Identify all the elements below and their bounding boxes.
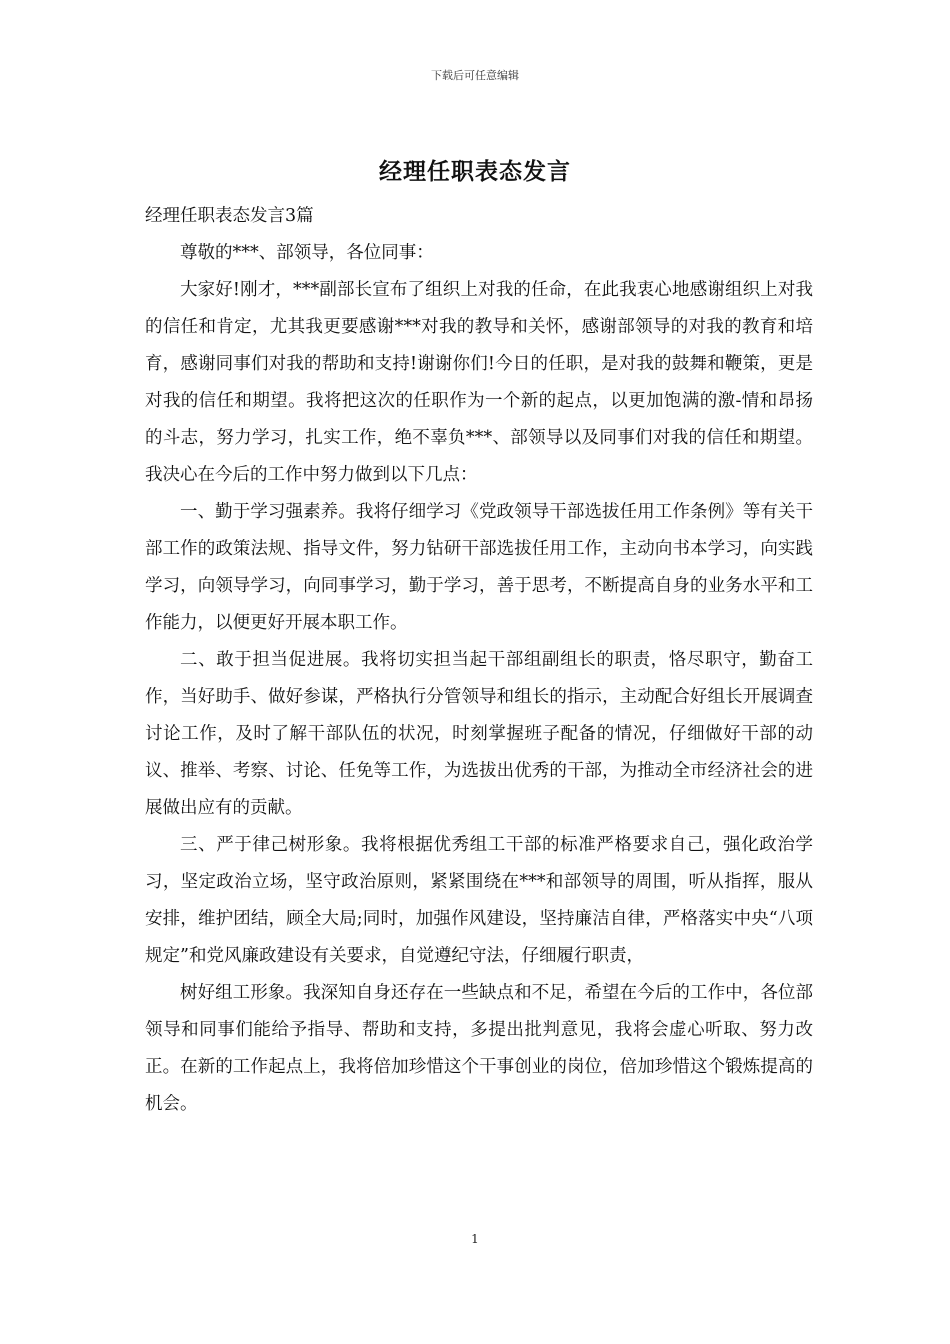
body-paragraph: 二、敢于担当促进展。我将切实担当起干部组副组长的职责，恪尽职守，勤奋工作，当好助手、做好参谋，严格执行分管领导和组长的指示，主动配合好组长开展调查讨论工作，及时了解干部队伍的状况，时刻掌握班子配备的情况，仔细做好干部的动议、推举、考察、讨论、任免等工作，为选拔出优秀的干部，为推动全市经济社会的进展做出应有的贡献。: [145, 650, 813, 818]
body-paragraph: 树好组工形象。我深知自身还存在一些缺点和不足，希望在今后的工作中，各位部领导和同事们能给予指导、帮助和支持，多提出批判意见，我将会虚心听取、努力改正。在新的工作起点上，我将倍加珍惜这个干事创业的岗位，倍加珍惜这个锻炼提高的机会。: [145, 983, 813, 1114]
document-body: [145, 198, 813, 1123]
page-number: 1: [471, 1232, 479, 1246]
document-title: 经理任职表态发言: [379, 158, 571, 185]
header-note: 下载后可任意编辑: [431, 69, 519, 82]
salutation-paragraph: 尊敬的***、部领导，各位同事：: [180, 243, 434, 263]
body-paragraph: 大家好!刚才，***副部长宣布了组织上对我的任命，在此我衷心地感谢组织上对我的信任和肯定，尤其我更要感谢***对我的教导和关怀，感谢部领导的对我的教育和培育，感谢同事们对我的帮助和支持!谢谢你们!今日的任职，是对我的鼓舞和鞭策，更是对我的信任和期望。我将把这次的任职作为一个新的起点，以更加饱满的激-情和昂扬的斗志，努力学习，扎实工作，绝不辜负***、部领导以及同事们对我的信任和期望。我决心在今后的工作中努力做到以下几点：: [145, 280, 813, 485]
body-paragraph: 三、严于律己树形象。我将根据优秀组工干部的标准严格要求自己，强化政治学习，坚定政治立场，坚守政治原则，紧紧围绕在***和部领导的周围，听从指挥，服从安排，维护团结，顾全大局;同时，加强作风建设，坚持廉洁自律，严格落实中央“八项规定”和党风廉政建设有关要求，自觉遵纪守法，仔细履行职责，: [145, 835, 813, 966]
body-paragraph: 一、勤于学习强素养。我将仔细学习《党政领导干部选拔任用工作条例》等有关干部工作的政策法规、指导文件，努力钻研干部选拔任用工作，主动向书本学习，向实践学习，向领导学习，向同事学习，勤于学习，善于思考，不断提高自身的业务水平和工作能力，以便更好开展本职工作。: [145, 502, 813, 633]
document-subtitle: 经理任职表态发言3篇: [145, 206, 314, 226]
